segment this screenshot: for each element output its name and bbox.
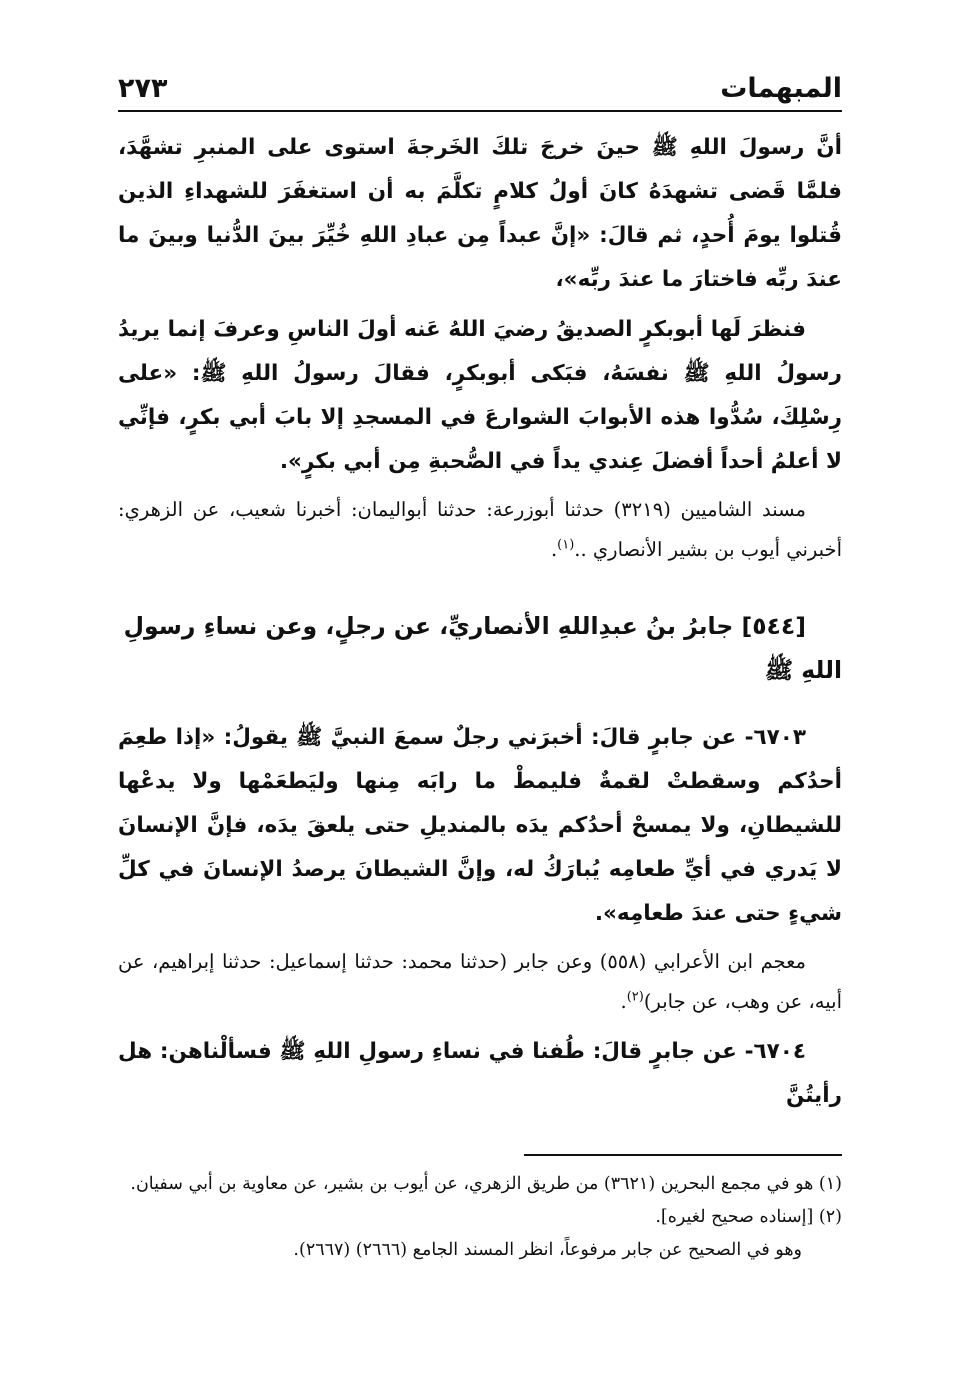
source-citation: معجم ابن الأعرابي (٥٥٨) وعن جابر (حدثنا محمد: حدثنا إسماعيل: حدثنا إبراهيم، عن أبيه، عن وهب، عن جابر)$^{(٢)}$.	[118, 950, 842, 1013]
hadith-text-paragraph: فنظرَ لَها أبوبكرٍ الصديقُ رضيَ اللهُ عَنه أولَ الناسِ وعرفَ إنما يريدُ رسولُ اللهِ ﷺ نفسَهُ، فبَكى أبوبكرٍ، فقالَ رسولُ اللهِ ﷺ: «على رِسْلِكَ، سُدُّوا هذه الأبوابَ الشوارعَ في المسجدِ إلا بابَ أبي بكرٍ، فإنِّي لا أعلمُ أحداً أفضلَ عِندي يداً في الصُّحبةِ مِن أبي بكرٍ».	[118, 317, 842, 474]
footnote-2-continued: وهو في الصحيح عن جابر مرفوعاً، انظر المسند الجامع (٢٦٦٦) (٢٦٦٧).	[293, 1240, 802, 1260]
running-header	[118, 64, 842, 112]
page-number: ٢٧٣	[118, 73, 168, 104]
hadith-text-continued: أنَّ رسولَ اللهِ ﷺ حينَ خرجَ تلكَ الخَرجةَ استوى على المنبرِ تشهَّدَ، فلمَّا قَضى تشهدَهُ كانَ أولُ كلامٍ تكلَّمَ به أن استغفَرَ للشهداءِ الذين قُتلوا يومَ أُحدٍ، ثم قالَ: «إنَّ عبداً مِن عبادِ اللهِ خُيِّرَ بينَ الدُّنيا وبينَ ما عندَ ربِّه فاختارَ ما عندَ ربِّه»،	[118, 135, 842, 292]
source-citation-text: مسند الشاميين (٣٢١٩) حدثنا أبوزرعة: حدثنا أبواليمان: أخبرنا شعيب، عن الزهري: أخبرني أيوب بن بشير الأنصاري ..	[118, 498, 842, 561]
footnote-separator	[524, 1154, 842, 1156]
hadith-6703: ٦٧٠٣- عن جابرٍ قالَ: أخبرَني رجلٌ سمعَ النبيَّ ﷺ يقولُ: «إذا طعِمَ أحدُكم وسقطتْ لقمةٌ فليمطْ ما رابَه مِنها وليَطعَمْها ولا يدعْها للشيطانِ، ولا يمسحْ أحدُكم يدَه بالمنديلِ حتى يلعقَ يدَه، فإنَّ الإنسانَ لا يَدري في أيِّ طعامِه يُبارَكُ له، وإنَّ الشيطانَ يرصدُ الإنسانَ في كلِّ شيءٍ حتى عندَ طعامِه».	[118, 725, 842, 926]
running-title: المبهمات	[720, 73, 842, 104]
footnote-ref-2: (٢)	[626, 989, 644, 1005]
hadith-6704: ٦٧٠٤- عن جابرٍ قالَ: طُفنا في نساءِ رسولِ اللهِ ﷺ فسألْناهن: هل رأيتُنَّ	[118, 1039, 842, 1108]
footnotes	[118, 1168, 842, 1267]
source-citation-text: معجم ابن الأعرابي (٥٥٨) وعن جابر (حدثنا محمد: حدثنا إسماعيل: حدثنا إبراهيم، عن أبيه، عن وهب، عن جابر)	[118, 950, 842, 1013]
footnote-1: (١) هو في مجمع البحرين (٣٦٢١) من طريق الزهري، عن أيوب بن بشير، عن معاوية بن أبي سفيان.	[130, 1174, 842, 1194]
footnote-ref-1: (١)	[557, 537, 575, 553]
section-heading: [٥٤٤] جابرُ بنُ عبدِاللهِ الأنصاريِّ، عن رجلٍ، وعن نساءِ رسولِ اللهِ ﷺ	[123, 612, 842, 684]
source-citation: مسند الشاميين (٣٢١٩) حدثنا أبوزرعة: حدثنا أبواليمان: أخبرنا شعيب، عن الزهري: أخبرني أيوب بن بشير الأنصاري ..$^{(١)}$.	[118, 498, 842, 561]
footnote-2: (٢) [إسناده صحيح لغيره].	[655, 1207, 842, 1227]
